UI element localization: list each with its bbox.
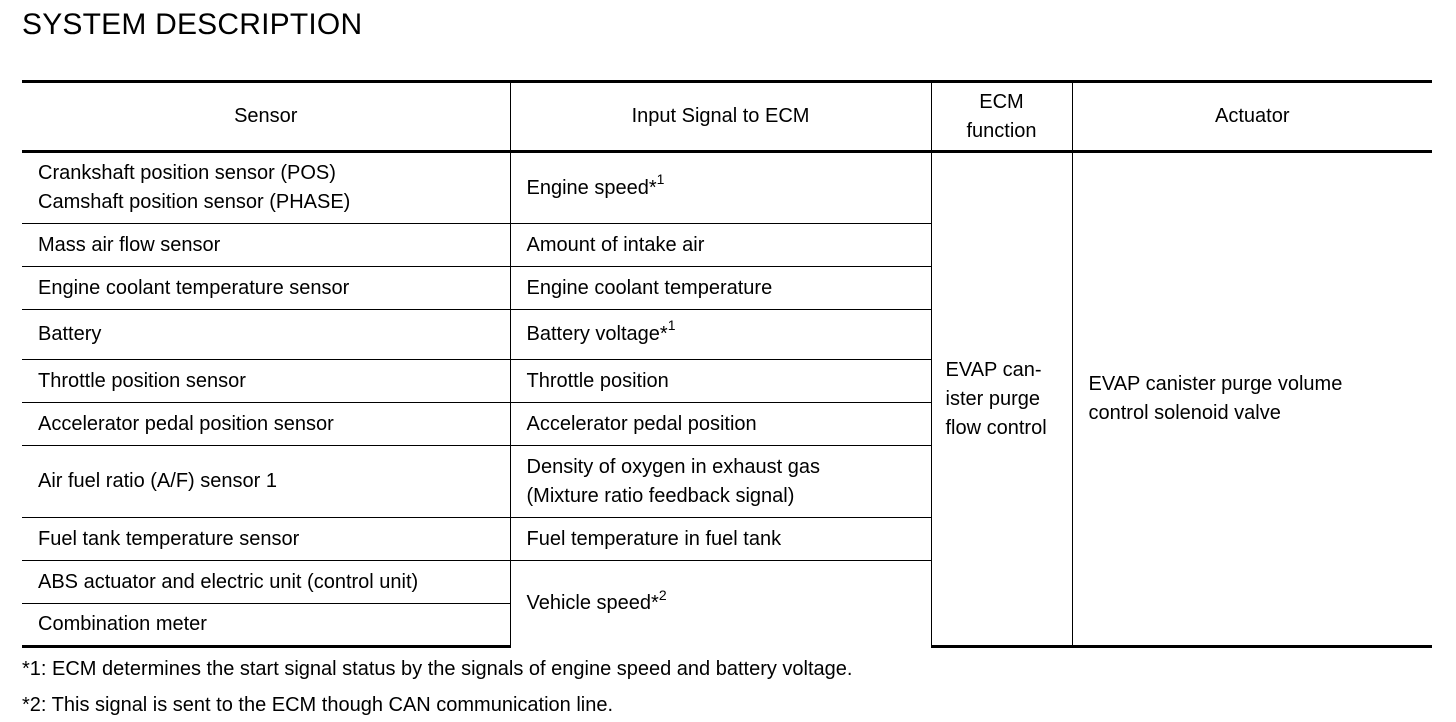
sensor-cell: [22, 152, 510, 224]
ecm-function-cell: [931, 152, 1072, 647]
header-input-signal: Input Signal to ECM: [510, 82, 931, 152]
system-description-table: [22, 80, 1432, 648]
input-signal-cell: [510, 310, 931, 360]
header-ecm-function-line2: function: [966, 119, 1037, 142]
sensor-cell: Air fuel ratio (A/F) sensor 1: [22, 446, 510, 518]
actuator-line1: EVAP canister purge volume: [1088, 373, 1343, 395]
input-signal-cell: Fuel temperature in fuel tank: [510, 518, 931, 561]
sensor-cell: Fuel tank temperature sensor: [22, 518, 510, 561]
input-signal-text: Battery voltage*: [526, 323, 668, 345]
sensor-cell: Throttle position sensor: [22, 360, 510, 403]
ecm-function-line1: EVAP can-: [945, 358, 1042, 381]
input-signal-cell: Engine coolant temperature: [510, 267, 931, 310]
ecm-function-line2: ister purge: [945, 387, 1040, 410]
header-ecm-function: [931, 82, 1072, 152]
ecm-function-line3: flow control: [945, 416, 1047, 439]
header-ecm-function-line1: ECM: [979, 90, 1024, 113]
footnote-ref: 1: [667, 317, 676, 334]
actuator-cell: [1072, 152, 1432, 647]
input-signal-text: Engine speed*: [526, 176, 657, 199]
sensor-name-camshaft: Camshaft position sensor (PHASE): [38, 191, 351, 213]
sensor-name-crankshaft: Crankshaft position sensor (POS): [38, 162, 336, 184]
actuator-line2: control solenoid valve: [1088, 402, 1281, 424]
input-signal-cell: Throttle position: [510, 360, 931, 403]
sensor-cell: Battery: [22, 310, 510, 360]
sensor-cell: Mass air flow sensor: [22, 224, 510, 267]
input-signal-cell: Amount of intake air: [510, 224, 931, 267]
input-signal-line2: (Mixture ratio feedback signal): [526, 484, 795, 507]
input-signal-cell: [510, 152, 931, 224]
table-header-row: [22, 82, 1432, 152]
page-title: SYSTEM DESCRIPTION: [22, 8, 363, 41]
header-sensor: Sensor: [22, 82, 510, 152]
header-actuator: Actuator: [1072, 82, 1432, 152]
sensor-cell: Engine coolant temperature sensor: [22, 267, 510, 310]
sensor-cell: Combination meter: [22, 604, 510, 647]
footnote-1: *1: ECM determines the start signal status by the signals of engine speed and battery voltage.: [22, 658, 853, 680]
footnote-ref: 2: [658, 586, 667, 603]
table-row: [22, 152, 1432, 224]
footnote-ref: 1: [656, 170, 665, 187]
sensor-cell: Accelerator pedal position sensor: [22, 403, 510, 446]
input-signal-cell: Accelerator pedal position: [510, 403, 931, 446]
input-signal-line1: Density of oxygen in exhaust gas: [526, 455, 821, 478]
input-signal-cell: [510, 561, 931, 647]
input-signal-cell: [510, 446, 931, 518]
input-signal-text: Vehicle speed*: [526, 592, 659, 615]
sensor-cell: ABS actuator and electric unit (control unit): [22, 561, 510, 604]
footnote-2: *2: This signal is sent to the ECM though CAN communication line.: [22, 694, 614, 716]
